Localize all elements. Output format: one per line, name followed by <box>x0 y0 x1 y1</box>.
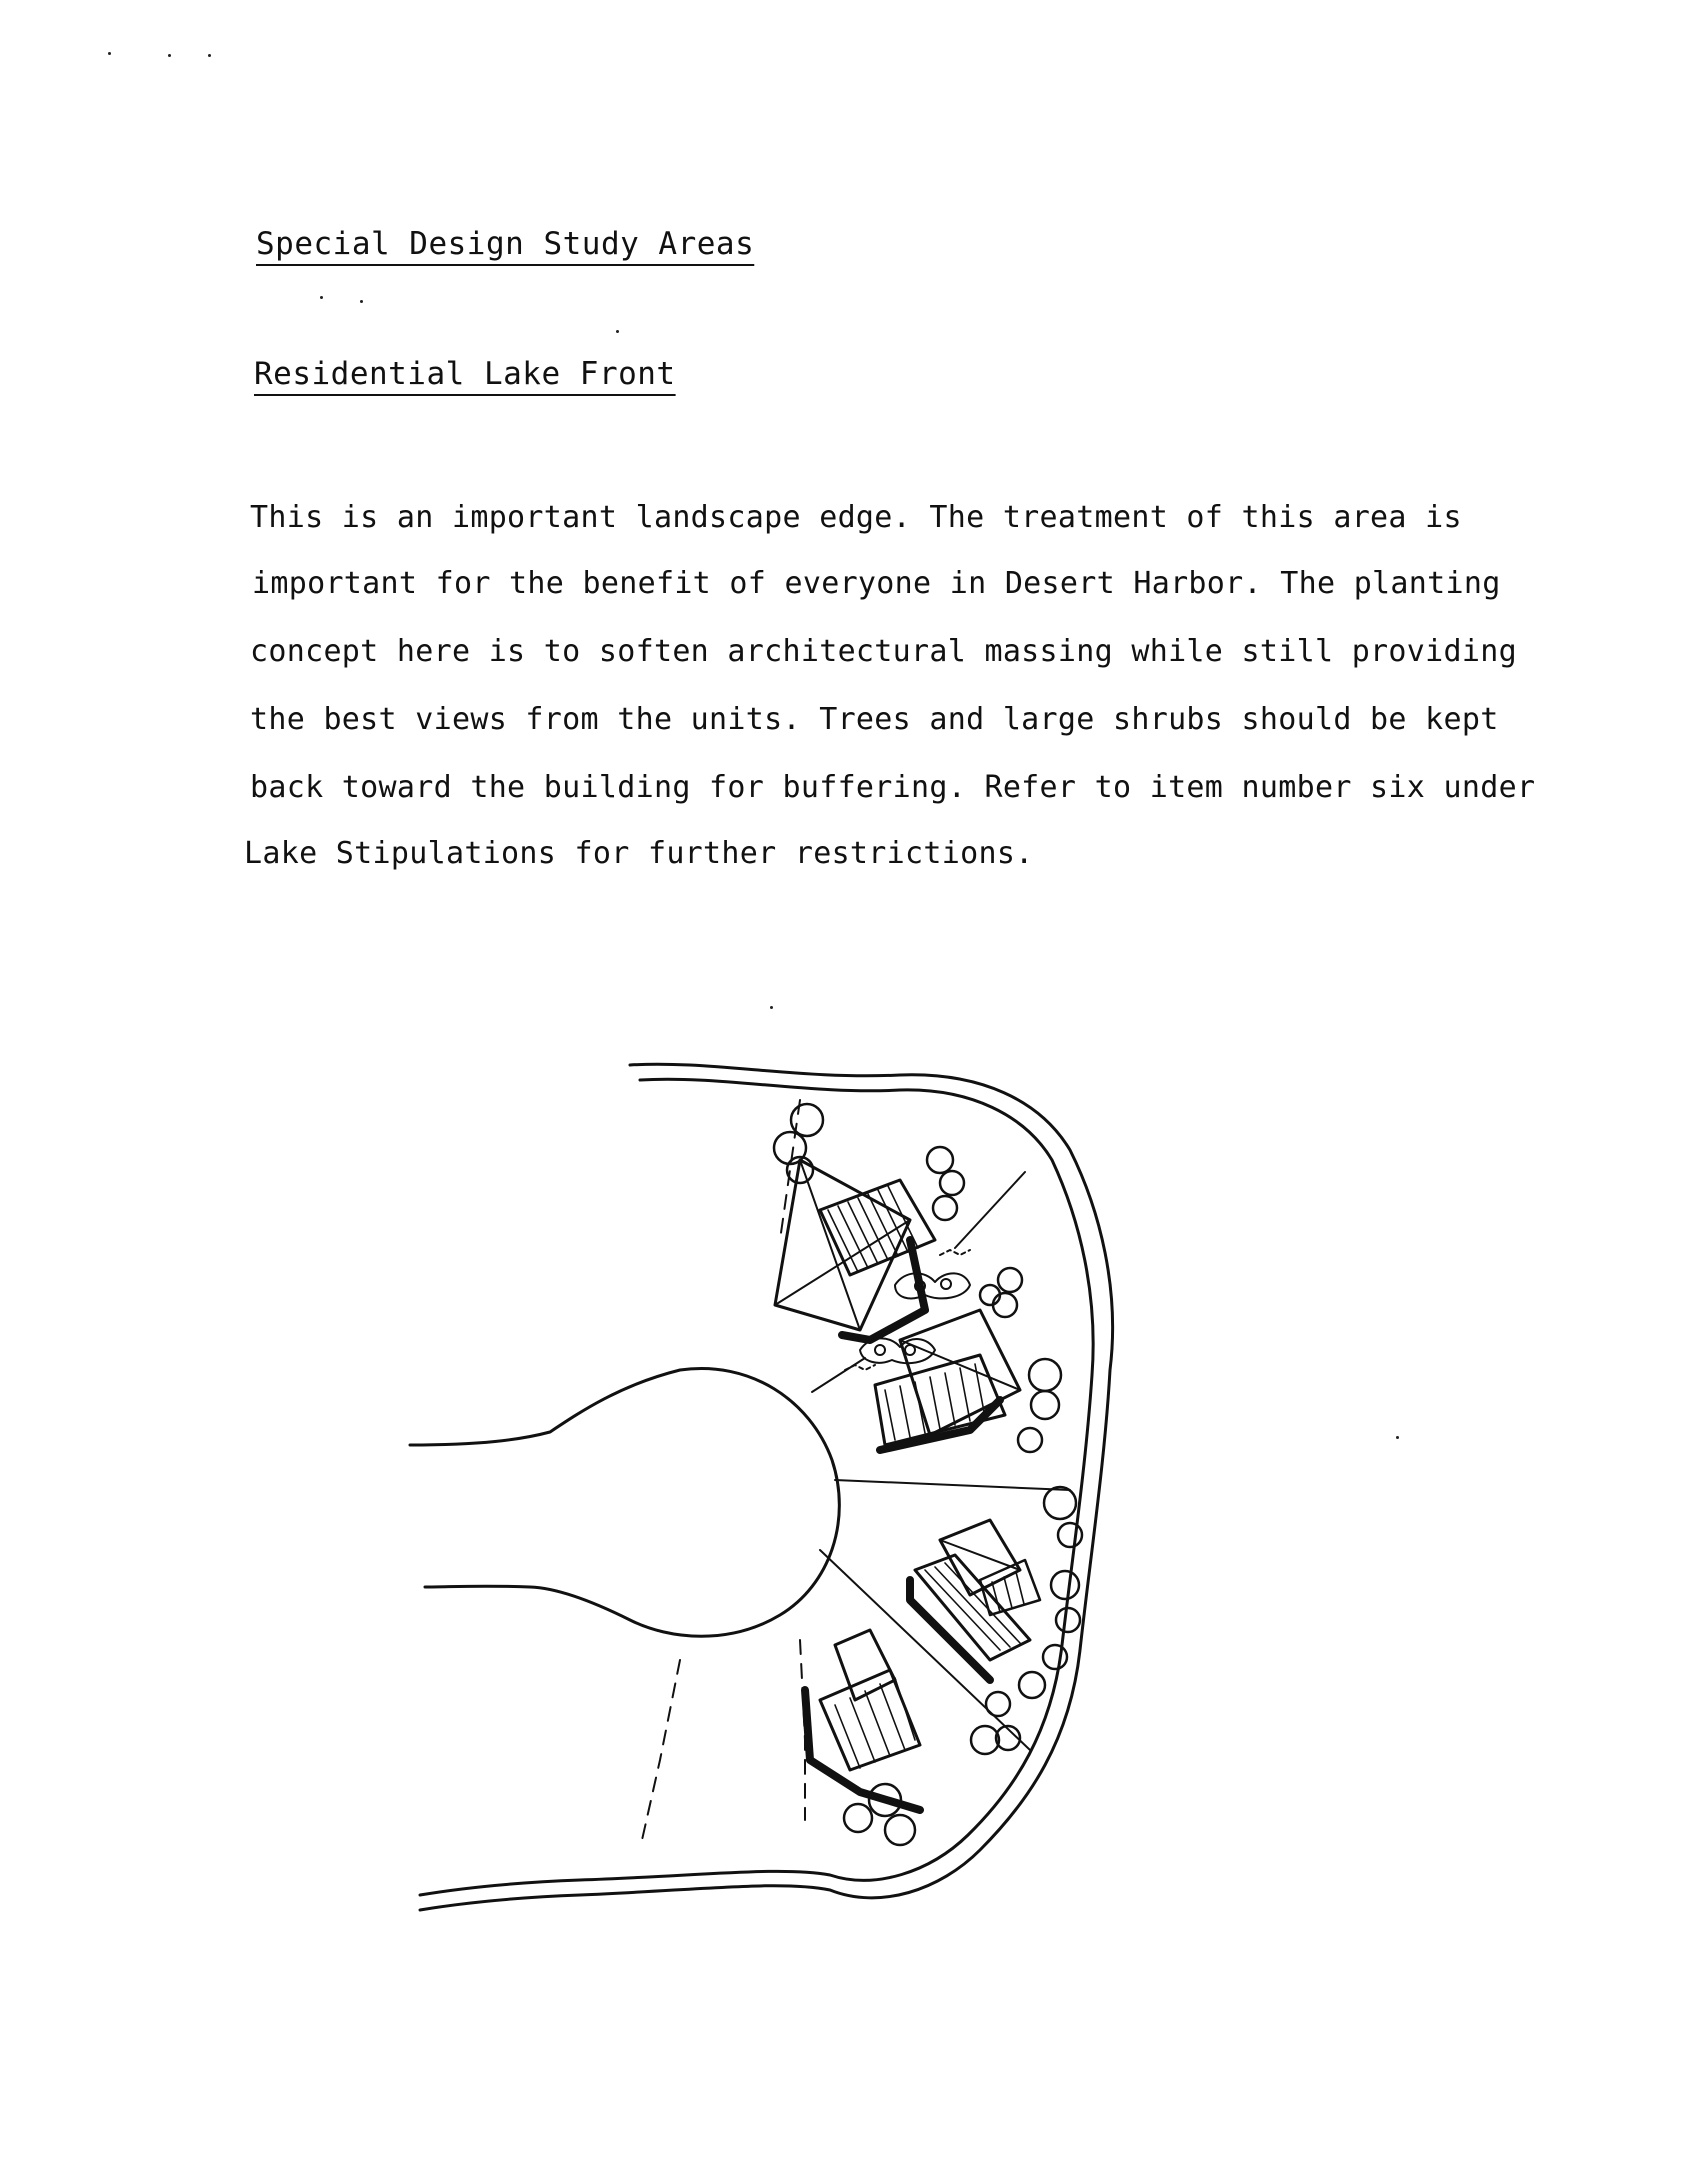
tree-icon <box>1018 1428 1042 1452</box>
residential-unit <box>805 1630 920 1810</box>
cul-de-sac-road <box>410 1368 839 1636</box>
tree-icon <box>844 1804 872 1832</box>
tree-icon <box>1043 1645 1067 1669</box>
tree-icon <box>1019 1672 1045 1698</box>
tree-icon <box>791 1104 823 1136</box>
scan-speck <box>208 54 211 57</box>
scan-speck <box>770 1006 773 1009</box>
paragraph-line: This is an important landscape edge. The treatment of this area is <box>250 500 1462 535</box>
tree-icon <box>774 1132 806 1164</box>
scan-speck <box>616 330 619 333</box>
scan-speck <box>360 300 363 303</box>
paragraph-line: concept here is to soften architectural massing while still providing <box>250 634 1517 669</box>
residential-unit <box>775 1160 935 1340</box>
residential-unit <box>875 1310 1020 1450</box>
paragraph-line: back toward the building for buffering. Refer to item number six under <box>250 770 1536 805</box>
tree-icon <box>1051 1571 1079 1599</box>
tree-icon <box>1031 1391 1059 1419</box>
scan-speck <box>1396 1436 1399 1439</box>
residential-unit <box>910 1520 1040 1680</box>
tree-icon <box>1056 1608 1080 1632</box>
tree-icon <box>998 1268 1022 1292</box>
tree-icon <box>986 1692 1010 1716</box>
paragraph-line: the best views from the units. Trees and large shrubs should be kept <box>250 702 1499 737</box>
site-plan-drawing <box>380 1040 1260 1940</box>
tree-icon <box>971 1726 999 1754</box>
tree-icon <box>1044 1487 1076 1519</box>
lot-lines <box>642 1100 1070 1840</box>
scan-speck <box>168 54 171 57</box>
scan-speck <box>108 52 111 55</box>
subsection-title: Residential Lake Front <box>254 356 676 392</box>
paragraph-line: Lake Stipulations for further restrictions. <box>244 836 1034 871</box>
scan-speck <box>320 296 323 299</box>
tree-icon <box>1058 1523 1082 1547</box>
tree-icon <box>927 1147 953 1173</box>
section-title: Special Design Study Areas <box>256 226 755 262</box>
tree-icon <box>885 1815 915 1845</box>
tree-icon <box>933 1196 957 1220</box>
tree-icon <box>993 1293 1017 1317</box>
paragraph-line: important for the benefit of everyone in Desert Harbor. The planting <box>252 566 1501 601</box>
tree-icon <box>940 1171 964 1195</box>
tree-icon <box>1029 1359 1061 1391</box>
